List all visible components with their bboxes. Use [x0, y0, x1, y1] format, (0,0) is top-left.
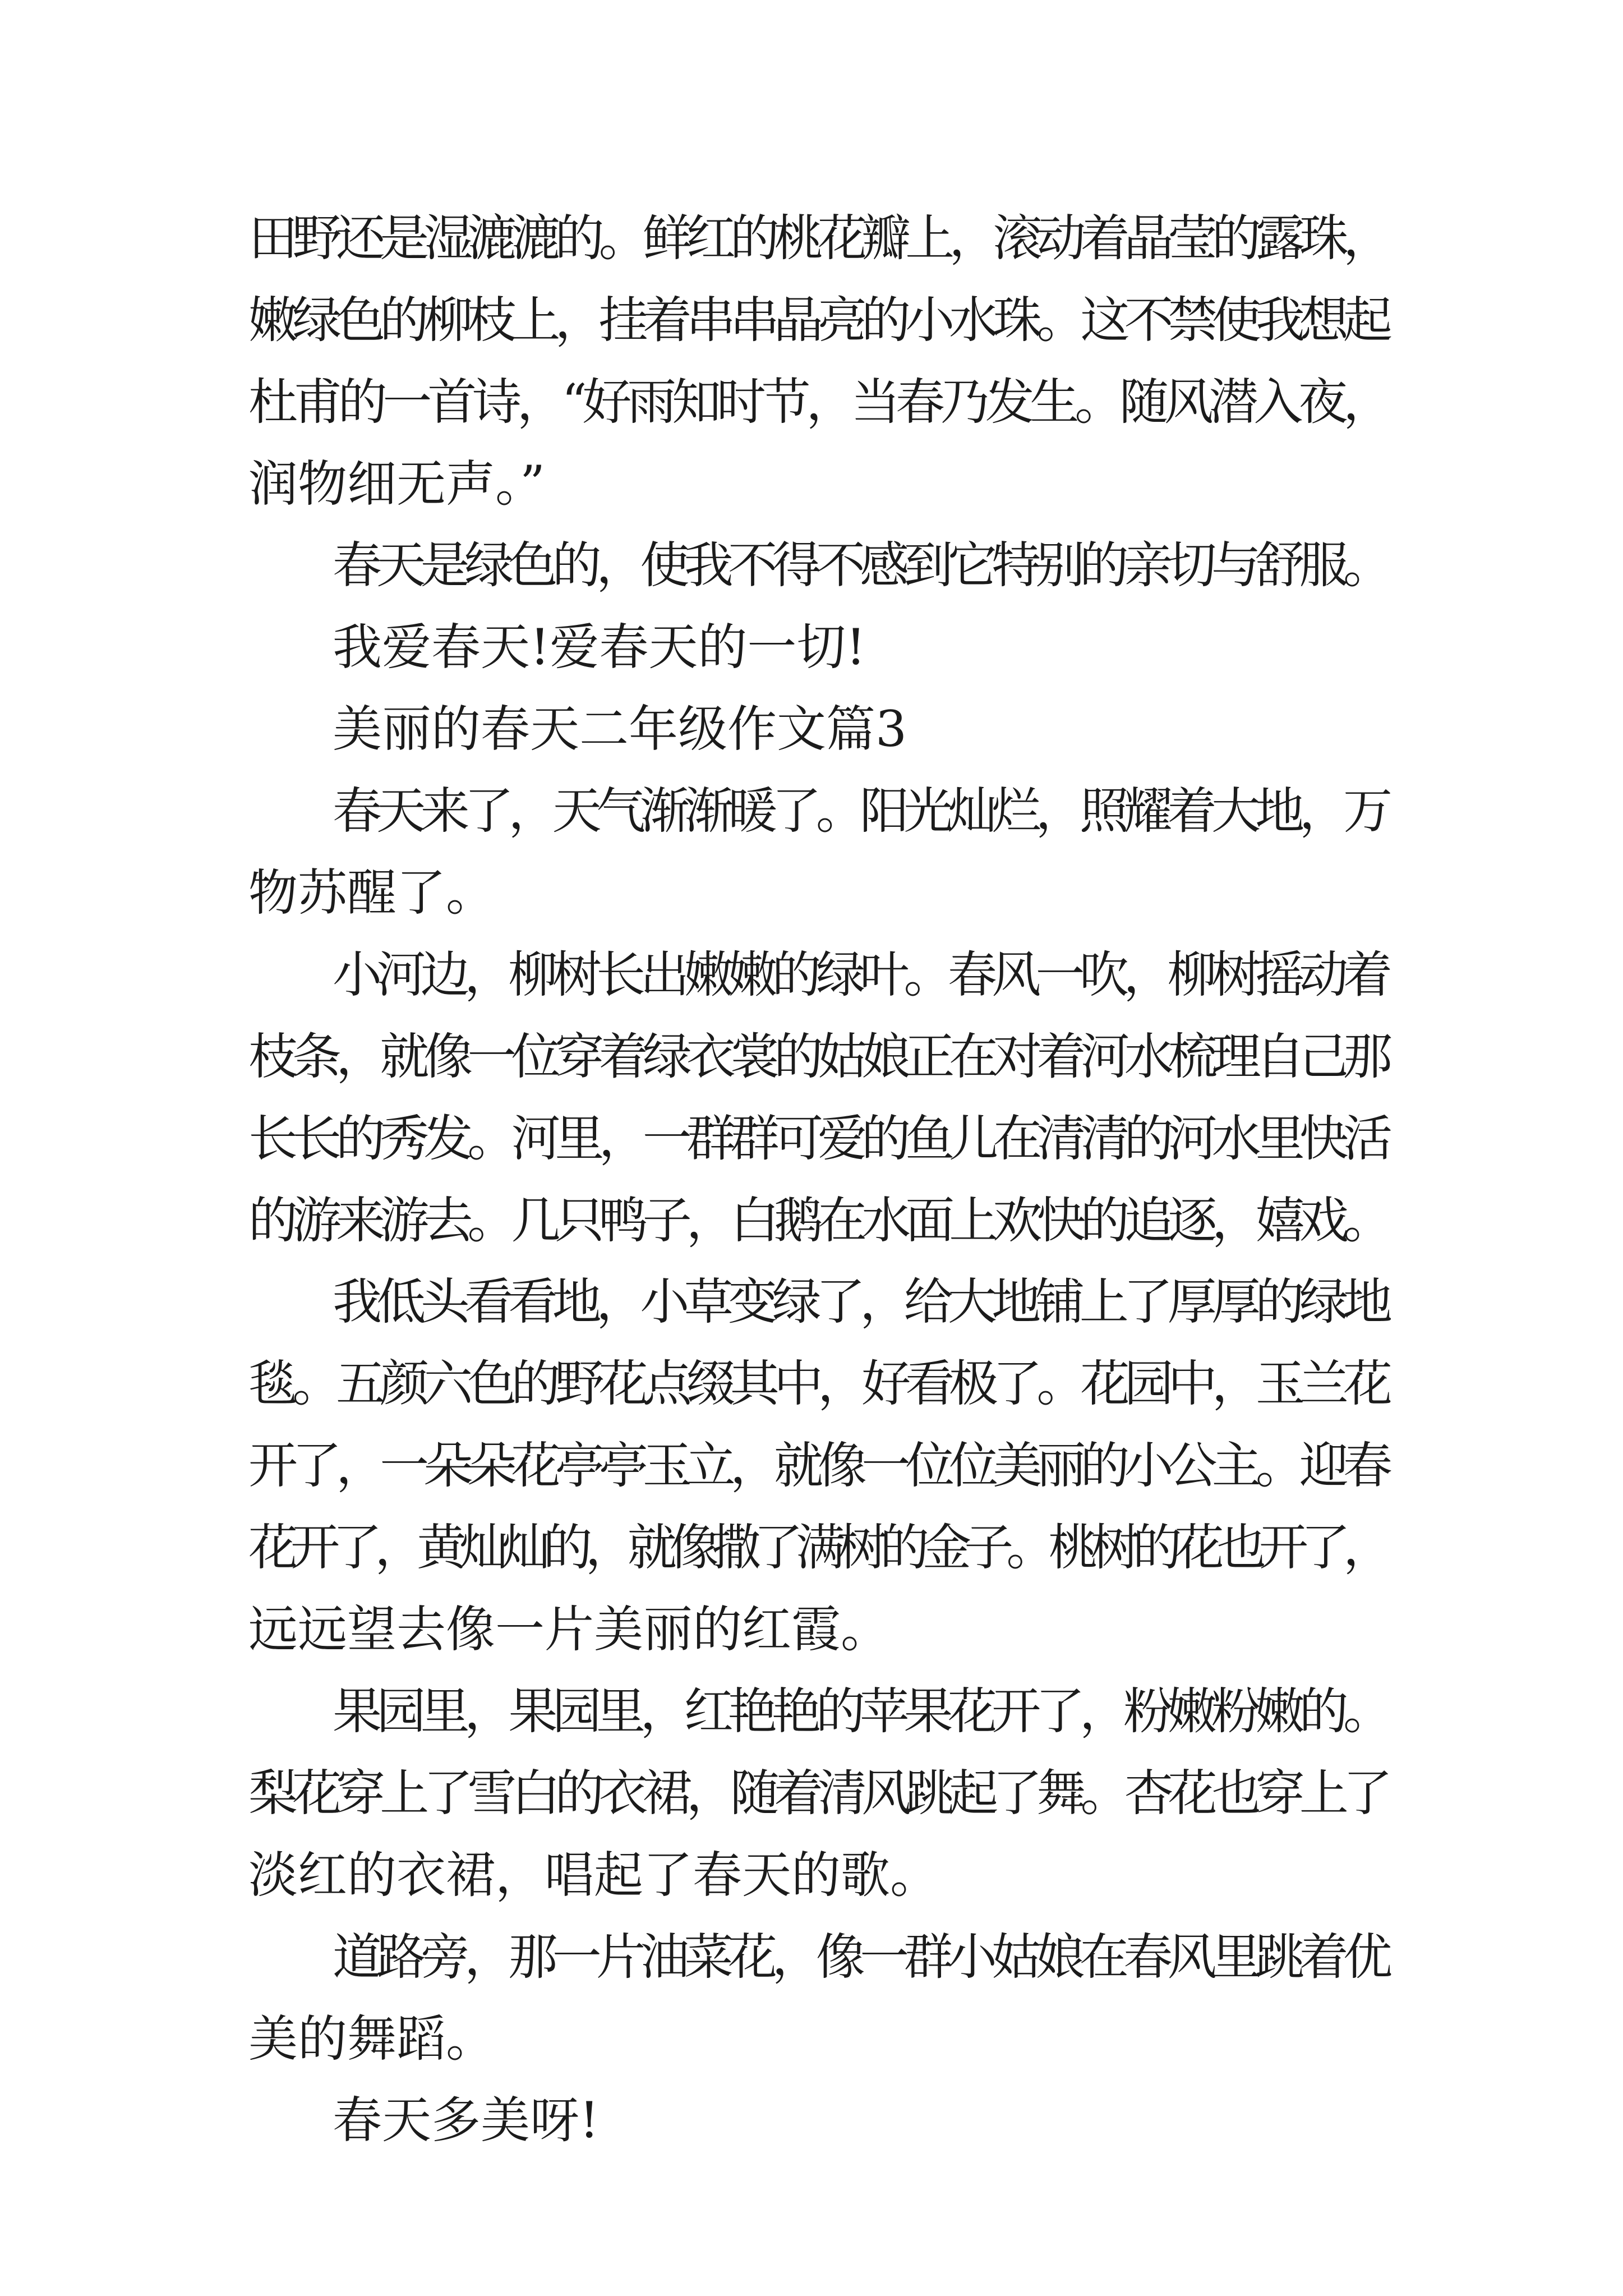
text-line: 我低头看看地，小草变绿了，给大地铺上了厚厚的绿地: [333, 1273, 1387, 1331]
text-line: 枝条，就像一位穿着绿衣裳的姑娘正在对着河水梳理自己那: [248, 1028, 1387, 1085]
text-line: 的游来游去。几只鸭子，白鹅在水面上欢快的追逐，嬉戏。: [248, 1191, 1387, 1249]
text-line: 嫩绿色的柳枝上，挂着串串晶亮的小水珠。这不禁使我想起: [248, 291, 1387, 349]
text-line: 远远望去像一片美丽的红霞。: [248, 1600, 891, 1658]
text-line: 物苏醒了。: [248, 864, 496, 922]
text-line: 春天多美呀!: [333, 2091, 600, 2149]
text-line: 我爱春天!爱春天的一切!: [333, 618, 866, 676]
text-line: 小河边，柳树长出嫩嫩的绿叶。春风一吹，柳树摇动着: [333, 946, 1387, 1004]
text-line: 开了，一朵朵花亭亭玉立，就像一位位美丽的小公主。迎春: [248, 1437, 1387, 1494]
text-line: 梨花穿上了雪白的衣裙，随着清风跳起了舞。杏花也穿上了: [248, 1764, 1387, 1822]
text-line: 毯。五颜六色的野花点缀其中，好看极了。花园中，玉兰花: [248, 1355, 1387, 1412]
text-line: 杜甫的一首诗，“好雨知时节，当春乃发生。随风潜入夜，: [248, 373, 1388, 431]
text-line: 润物细无声。”: [248, 455, 545, 513]
text-line: 花开了，黄灿灿的，就像撒了满树的金子。桃树的花也开了，: [248, 1519, 1386, 1576]
text-line: 春天来了，天气渐渐暖了。阳光灿烂，照耀着大地，万: [333, 782, 1387, 840]
text-line: 长长的秀发。河里，一群群可爱的鱼儿在清清的河水里快活: [248, 1110, 1387, 1167]
text-line: 田野还是湿漉漉的。鲜红的桃花瓣上，滚动着晶莹的露珠，: [248, 209, 1387, 267]
text-line: 淡红的衣裙，唱起了春天的歌。: [248, 1846, 940, 1904]
section-heading: 美丽的春天二年级作文篇3: [333, 700, 907, 758]
text-line: 春天是绿色的，使我不得不感到它特别的亲切与舒服。: [333, 536, 1387, 594]
text-line: 美的舞蹈。: [248, 2010, 496, 2068]
text-line: 道路旁，那一片油菜花，像一群小姑娘在春风里跳着优: [333, 1928, 1387, 1986]
text-line: 果园里，果园里，红艳艳的苹果花开了，粉嫩粉嫩的。: [333, 1682, 1387, 1740]
